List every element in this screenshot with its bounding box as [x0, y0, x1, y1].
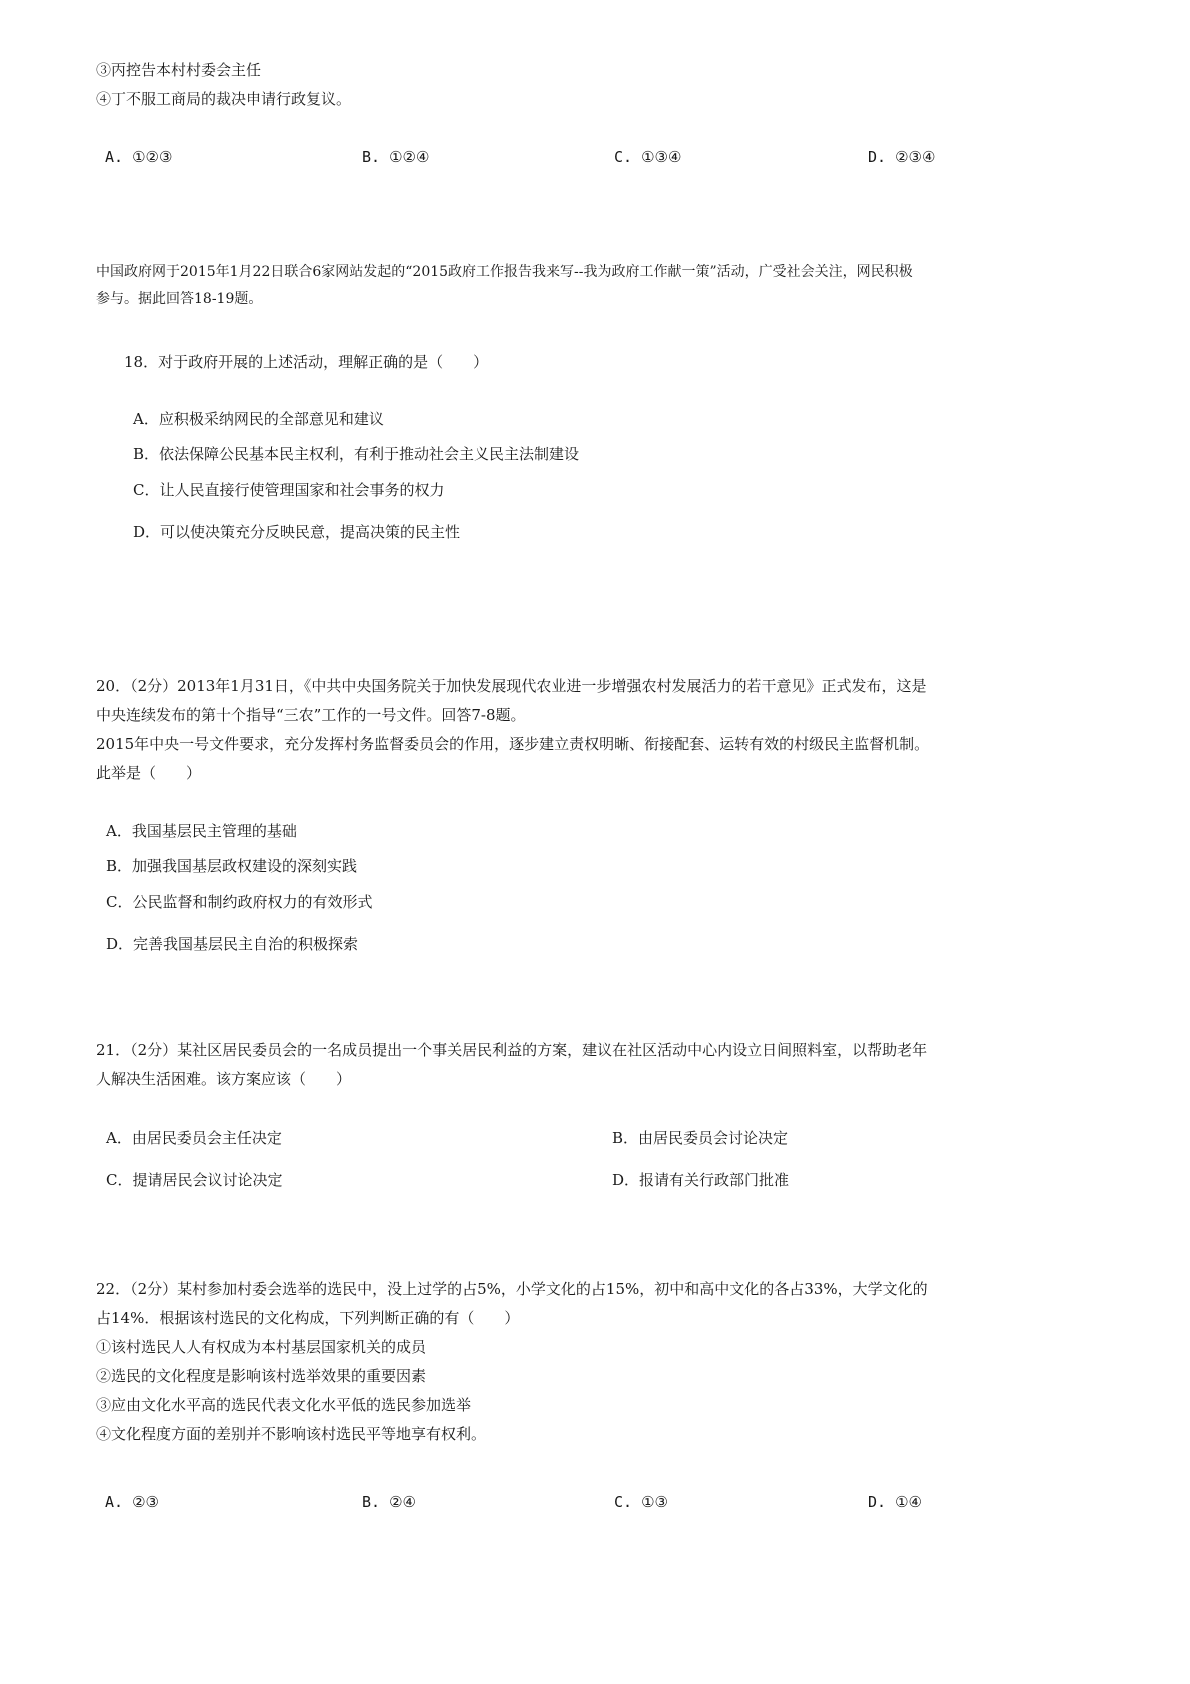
passage-line-2: 参与。据此回答18-19题。 — [96, 291, 263, 307]
q22-stem-line-2: 占14%．根据该村选民的文化构成，下列判断正确的有（ ） — [96, 1309, 520, 1327]
q20-option-c[interactable]: C．公民监督和制约政府权力的有效形式 — [106, 893, 373, 911]
q20-option-a[interactable]: A．我国基层民主管理的基础 — [106, 822, 297, 840]
q22-statement-4: ④文化程度方面的差别并不影响该村选民平等地享有权利。 — [96, 1425, 487, 1443]
q20-stem-line-4: 此举是（ ） — [96, 764, 202, 782]
q17-option-a[interactable]: A. ①②③ — [105, 148, 173, 166]
q22-option-a[interactable]: A. ②③ — [105, 1493, 159, 1511]
q20-option-d[interactable]: D．完善我国基层民主自治的积极探索 — [106, 935, 359, 953]
q21-stem-line-1: 21．（2分）某社区居民委员会的一名成员提出一个事关居民利益的方案，建议在社区活动中心内设立日间照料室，以帮助老年 — [96, 1041, 928, 1059]
q21-stem-line-2: 人解决生活困难。该方案应该（ ） — [96, 1070, 352, 1088]
q20-stem-line-3: 2015年中央一号文件要求，充分发挥村务监督委员会的作用，逐步建立责权明晰、衔接配套、运转有效的村级民主监督机制。 — [96, 735, 930, 753]
q20-option-b[interactable]: B．加强我国基层政权建设的深刻实践 — [106, 857, 358, 875]
q22-option-b[interactable]: B. ②④ — [362, 1493, 416, 1511]
q18-option-c[interactable]: C．让人民直接行使管理国家和社会事务的权力 — [133, 481, 445, 499]
q22-stem-line-1: 22．（2分）某村参加村委会选举的选民中，没上过学的占5%，小学文化的占15%，初中和高中文化的各占33%，大学文化的 — [96, 1280, 928, 1298]
q18-option-b[interactable]: B．依法保障公民基本民主权利，有利于推动社会主义民主法制建设 — [133, 445, 580, 463]
q22-statement-2: ②选民的文化程度是影响该村选举效果的重要因素 — [96, 1367, 427, 1385]
q18-stem: 18．对于政府开展的上述活动，理解正确的是（ ） — [124, 353, 489, 371]
q20-stem-line-2: 中央连续发布的第十个指导“三农”工作的一号文件。回答7-8题。 — [96, 706, 526, 724]
q21-option-d[interactable]: D．报请有关行政部门批准 — [612, 1171, 790, 1189]
q22-option-c[interactable]: C. ①③ — [614, 1493, 668, 1511]
q21-option-a[interactable]: A．由居民委员会主任决定 — [106, 1129, 282, 1147]
passage-line-1: 中国政府网于2015年1月22日联合6家网站发起的“2015政府工作报告我来写--我为政府工作献一策”活动，广受社会关注，网民积极 — [96, 264, 913, 280]
q18-option-a[interactable]: A．应积极采纳网民的全部意见和建议 — [133, 410, 384, 428]
q22-statement-3: ③应由文化水平高的选民代表文化水平低的选民参加选举 — [96, 1396, 472, 1414]
q22-option-d[interactable]: D. ①④ — [868, 1493, 922, 1511]
q17-option-d[interactable]: D. ②③④ — [868, 148, 936, 166]
q17-option-b[interactable]: B. ①②④ — [362, 148, 430, 166]
q18-option-d[interactable]: D．可以使决策充分反映民意，提高决策的民主性 — [133, 523, 461, 541]
q20-stem-line-1: 20．（2分）2013年1月31日，《中共中央国务院关于加快发展现代农业进一步增强农村发展活力的若干意见》正式发布，这是 — [96, 677, 927, 695]
q22-statement-1: ①该村选民人人有权成为本村基层国家机关的成员 — [96, 1338, 427, 1356]
q21-option-b[interactable]: B．由居民委员会讨论决定 — [612, 1129, 789, 1147]
q21-option-c[interactable]: C．提请居民会议讨论决定 — [106, 1171, 283, 1189]
statement-4: ④丁不服工商局的裁决申请行政复议。 — [96, 90, 352, 108]
q17-option-c[interactable]: C. ①③④ — [614, 148, 682, 166]
statement-3: ③丙控告本村村委会主任 — [96, 61, 262, 79]
